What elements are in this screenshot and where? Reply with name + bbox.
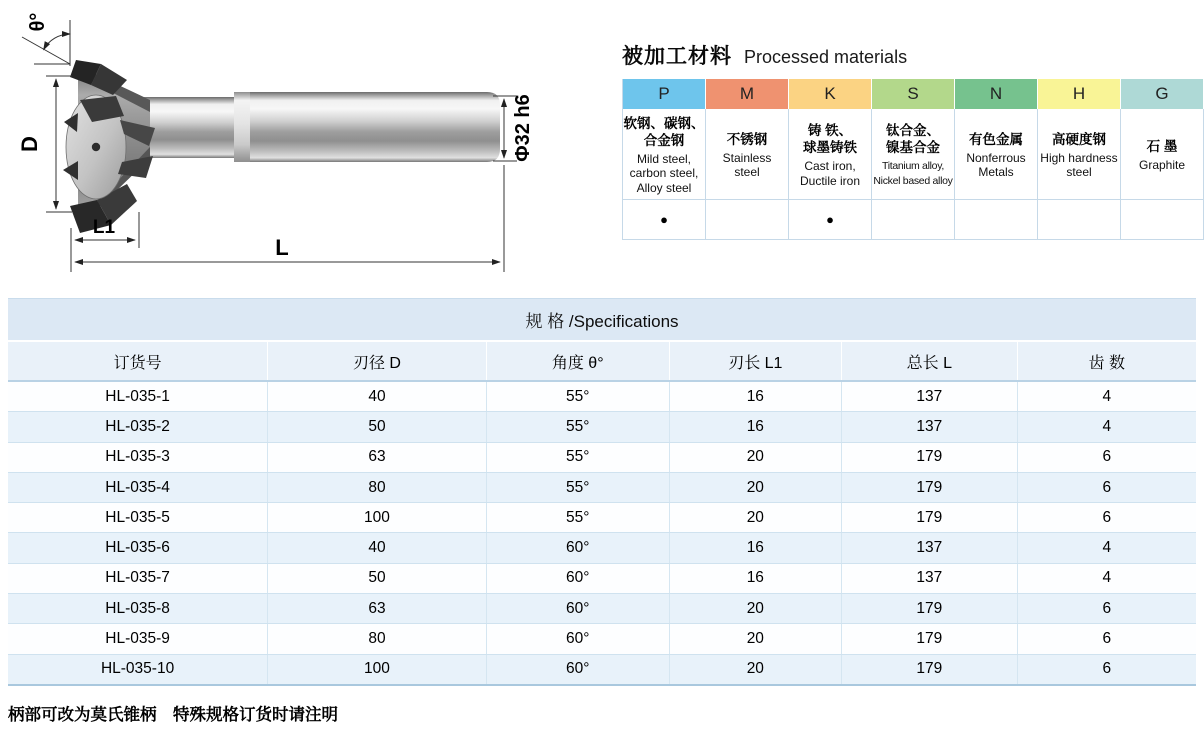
spec-cell: 6 [1102,478,1112,496]
material-applicability-dot [872,200,955,240]
spec-cell: 137 [842,412,1018,441]
material-name-en: steel [734,165,760,179]
spec-cell: 20 [670,473,842,502]
spec-cell: 4 [1102,417,1112,435]
material-code-badge: P [623,79,706,109]
spec-table-row [8,473,1196,503]
material-name-cn-block [803,122,857,156]
material-applicability-dot [706,200,789,240]
material-name-cn-block [969,131,1023,148]
label-theta: θ° [27,12,49,32]
spec-cell: HL-035-9 [8,624,268,653]
material-name-en-block [1040,151,1117,180]
spec-table-body [8,382,1196,686]
material-name-en: Cast iron, [804,159,856,173]
material-name-en: Alloy steel [636,180,692,195]
materials-table [622,79,1204,240]
spec-header-total-length: 总长 L [842,342,1018,380]
spec-cell: 179 [842,473,1018,502]
spec-cell: 4 [1102,539,1112,557]
spec-header-teeth: 齿 数 [1088,354,1126,372]
material-name-cn: 石 墨 [1146,138,1178,154]
materials-title-en: Processed materials [744,47,908,67]
specifications-title: 规 格 /Specifications [8,298,1196,340]
spec-table-row [8,533,1196,563]
material-name-cn-block [624,115,705,149]
spec-header-angle: 角度 θ° [487,342,670,380]
material-code-badge: H [1038,79,1121,109]
materials-title-cn: 被加工材料 [622,45,732,68]
spec-cell: HL-035-1 [8,382,268,411]
spec-table-row [8,655,1196,686]
spec-table-row [8,443,1196,473]
material-name-en: Graphite [1138,157,1186,172]
spec-cell: 55° [487,473,670,502]
material-code-badge: G [1121,79,1204,109]
spec-cell: 6 [1102,630,1112,648]
label-l: L [275,235,289,260]
spec-cell: 179 [842,443,1018,472]
spec-cell: 20 [670,594,842,623]
spec-cell: 137 [842,382,1018,411]
material-name-en: carbon steel, [629,166,699,181]
material-description-cell [872,109,955,200]
spec-cell: 55° [487,382,670,411]
spec-table-row [8,412,1196,442]
spec-cell: HL-035-6 [8,533,268,562]
material-code-badge: M [706,79,789,109]
material-name-cn: 铸 铁、 [807,123,853,138]
material-name-cn: 镍基合金 [886,140,940,155]
footnote: 柄部可改为莫氏锥柄 特殊规格订货时请注明 [8,706,338,724]
material-name-cn-block [886,122,940,156]
spec-cell: 179 [842,624,1018,653]
spec-cell: 55° [487,443,670,472]
spec-cell: 4 [1102,387,1112,405]
spec-cell: 6 [1102,448,1112,466]
spec-cell: 100 [268,503,487,532]
material-name-en: Nickel based alloy [873,174,953,187]
material-name-cn: 钛合金、 [886,123,940,138]
spec-table-row [8,564,1196,594]
spec-cell: 60° [487,533,670,562]
spec-cell: 60° [487,564,670,593]
spec-cell: 6 [1102,599,1112,617]
material-name-en-block [800,159,860,188]
material-name-cn-block [1147,138,1178,155]
spec-header-cut-length: 刃长 L1 [670,342,842,380]
specifications-table [8,298,1196,686]
material-name-cn-block [1052,131,1106,148]
cutter-body [63,60,500,233]
spec-cell: 100 [268,655,487,684]
material-name-cn-block [727,131,768,148]
spec-table-row [8,382,1196,412]
spec-cell: 60° [487,594,670,623]
material-description-cell [1038,109,1121,200]
spec-cell: HL-035-10 [8,655,268,684]
label-d: D [17,136,42,152]
spec-cell: 20 [670,503,842,532]
spec-table-row [8,594,1196,624]
spec-cell: 16 [670,412,842,441]
spec-cell: 50 [268,412,487,441]
spec-cell: 179 [842,503,1018,532]
material-name-en: Nonferrous [966,150,1026,165]
material-name-en: Metals [978,165,1014,179]
material-applicability-dot: ● [789,200,872,240]
spec-cell: 20 [670,624,842,653]
spec-cell: 137 [842,564,1018,593]
material-name-cn: 高硬度钢 [1052,131,1106,147]
material-name-en-block [630,152,699,196]
spec-cell: 55° [487,412,670,441]
cutter-technical-drawing [0,0,590,292]
material-description-cell [1121,109,1204,200]
spec-cell: 60° [487,655,670,684]
material-name-en-block [1139,158,1185,173]
material-code-badge: K [789,79,872,109]
spec-cell: HL-035-3 [8,443,268,472]
spec-header-order-no: 订货号 [8,342,268,380]
material-name-cn: 有色金属 [969,131,1023,147]
material-name-en: steel [1066,165,1092,179]
material-code-badge: S [872,79,955,109]
spec-cell: 179 [842,655,1018,684]
spec-cell: 40 [268,533,487,562]
spec-cell: 4 [1102,569,1112,587]
material-description-cell [623,109,706,200]
processed-materials-title [622,40,1204,70]
spec-header-row [8,342,1196,382]
material-description-cell [789,109,872,200]
spec-cell: 16 [670,533,842,562]
material-applicability-dot [955,200,1038,240]
spec-cell: 50 [268,564,487,593]
spec-cell: 16 [670,564,842,593]
spec-cell: 20 [670,443,842,472]
material-name-cn: 球墨铸铁 [803,140,857,155]
spec-cell: HL-035-4 [8,473,268,502]
spec-cell: 6 [1102,660,1112,678]
processed-materials-section [622,40,1204,240]
material-applicability-dot [1038,200,1121,240]
material-applicability-dot [1121,200,1204,240]
spec-cell: 80 [268,624,487,653]
material-description-cell [955,109,1038,200]
label-l1: L1 [92,217,116,238]
spec-cell: 20 [670,655,842,684]
material-name-en-block [873,159,952,188]
spec-cell: 63 [268,594,487,623]
material-applicability-dot: ● [623,200,706,240]
spec-cell: HL-035-2 [8,412,268,441]
material-code-badge: N [955,79,1038,109]
label-shank-diameter: Φ32 h6 [512,94,534,162]
spec-cell: 16 [670,382,842,411]
spec-cell: 6 [1102,508,1112,526]
spec-cell: HL-035-8 [8,594,268,623]
material-name-en-block [966,151,1025,180]
spec-cell: 40 [268,382,487,411]
spec-cell: 60° [487,624,670,653]
material-name-en: High hardness [1040,150,1118,165]
spec-cell: 55° [487,503,670,532]
spec-table-row [8,624,1196,654]
spec-header-diameter: 刃径 D [268,342,487,380]
material-name-en: Mild steel, [636,151,692,166]
spec-cell: HL-035-5 [8,503,268,532]
spec-cell: HL-035-7 [8,564,268,593]
material-name-en: Ductile iron [799,173,861,188]
material-name-en: Stainless [722,150,772,165]
material-name-cn: 软钢、碳钢、 [623,115,705,131]
material-name-cn: 不锈钢 [726,131,768,147]
spec-cell: 63 [268,443,487,472]
material-name-cn: 合金钢 [643,132,685,148]
material-name-en-block [723,151,772,180]
spec-cell: 80 [268,473,487,502]
spec-cell: 179 [842,594,1018,623]
spec-table-row [8,503,1196,533]
spec-cell: 137 [842,533,1018,562]
material-name-en: Titanium alloy, [881,160,944,172]
material-description-cell [706,109,789,200]
